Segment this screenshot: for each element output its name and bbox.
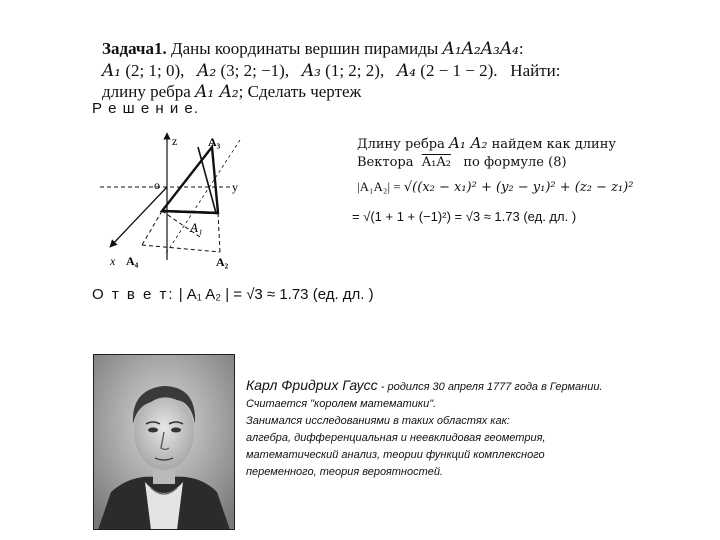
label-x: x — [110, 254, 116, 268]
edge-a1-base — [162, 211, 218, 213]
expl-edge: A₁ A₂ — [449, 134, 488, 152]
gauss-line-5: переменного, теория вероятностей. — [246, 466, 444, 478]
answer-value: | A₁ A₂ | = √3 ≈ 1.73 (ед. дл. ) — [178, 286, 374, 303]
task-line-2 — [102, 60, 560, 82]
gauss-portrait — [93, 354, 235, 530]
vertex-1-coords: (2; 1; 0), — [125, 61, 185, 80]
label-a4: A₄ — [126, 254, 139, 268]
explanation-line-2 — [357, 155, 567, 170]
answer-label: О т в е т: — [92, 286, 175, 303]
answer-line — [92, 286, 374, 303]
task-heading: Задача1. — [102, 39, 167, 58]
gauss-bio — [246, 377, 603, 481]
task-colon: : — [518, 39, 524, 58]
label-a2: A₂ — [216, 255, 229, 269]
proj-a1-a4 — [142, 211, 162, 245]
task-edge-suffix: ; Сделать чертеж — [238, 82, 362, 101]
solution-label: Р е ш е н и е. — [92, 100, 199, 117]
gauss-line-2: Занимался исследованиями в таких областях как: — [246, 415, 510, 427]
explanation-line-1 — [357, 134, 616, 152]
formula-result: = √(1 + 1 + (−1)²) = √3 ≈ 1.73 (ед. дл. ) — [352, 209, 577, 224]
vertex-4-coords: (2 − 1 − 2). — [420, 61, 498, 80]
vertex-4-label: A₄ — [396, 61, 417, 81]
label-a1: A₁ — [190, 220, 203, 235]
vertex-2-coords: (3; 2; −1), — [220, 61, 290, 80]
label-a3: A₃ — [208, 135, 221, 149]
task-edge-prefix: длину ребра — [102, 82, 191, 101]
task-line-1 — [102, 38, 524, 60]
gauss-born: - родился 30 апреля 1777 года в Германии. — [377, 381, 603, 393]
label-z: z — [172, 134, 178, 148]
task-edge-label: A₁ A₂ — [195, 82, 239, 102]
pyramid-vertices: A₁A₂A₃A₄ — [442, 39, 519, 59]
gauss-line-4: математический анализ, теории функций комплексного — [246, 449, 545, 461]
formula-lhs: |A₁A₂| = — [357, 179, 401, 194]
gauss-line-3: алгебра, дифференциальная и неевклидовая геометрия, — [246, 432, 546, 444]
vector-suffix: по формуле (8) — [463, 155, 567, 170]
vector-prefix: Вектора — [357, 155, 414, 170]
proj-a2 — [218, 213, 220, 252]
vertex-2-label: A₂ — [197, 61, 217, 81]
pyramid-face — [162, 147, 218, 213]
pyramid-drawing — [100, 125, 250, 275]
proj-a4-a2 — [142, 245, 220, 252]
vertex-3-label: A₃ — [301, 61, 321, 81]
expl-suffix: найдем как длину — [491, 137, 617, 152]
task-find: Найти: — [510, 61, 561, 80]
x-axis — [110, 187, 167, 247]
label-y: y — [232, 180, 238, 194]
gauss-name: Карл Фридрих Гаусс — [246, 377, 378, 393]
gauss-line-1: Считается "королем математики". — [246, 398, 437, 410]
distance-formula — [357, 179, 633, 195]
vertex-1-label: A₁ — [102, 61, 122, 81]
vertex-3-coords: (1; 2; 2), — [325, 61, 385, 80]
expl-prefix: Длину ребра — [357, 137, 445, 152]
task-intro: Даны координаты вершин пирамиды — [170, 39, 439, 58]
vector-label: A₁A₂ — [421, 155, 451, 170]
label-o: o — [154, 178, 160, 192]
formula-rhs: √((x₂ − x₁)² + (y₂ − y₁)² + (z₂ − z₁)² — [403, 180, 634, 195]
gauss-heading — [246, 377, 603, 396]
